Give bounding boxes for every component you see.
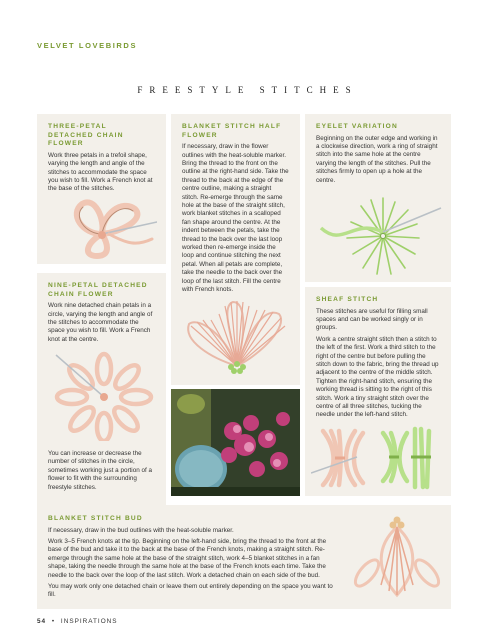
eyelet-heading: EYELET VARIATION	[316, 123, 398, 130]
panel-nine-petal	[37, 273, 166, 505]
sheaf-text-1: These stitches are useful for filling small spaces and can be worked singly or in groups.	[316, 307, 428, 332]
three-petal-text: Work three petals in a trefoil shape, varying the length and angle of the stitches to accommodate the space you wish to fill. Work a French knot at the base of the stitches.	[48, 151, 153, 193]
three-petal-heading: THREE-PETAL DETACHED CHAIN FLOWER	[48, 123, 124, 148]
half-flower-illustration	[181, 296, 293, 382]
blanket-half-text: If necessary, draw in the flower outlines with the heat-soluble marker. Bring the thread to the front on the outline at the right-hand side. Take the thread to the back at the edge of the centre outline, making a straight stitch. Re-emerge through the same hole at the base of the straight stitch, work blanket stitches in a scalloped fan shape around the centre. At the indent between the petals, take the thread to the back over the last loop worked then re-emerge inside the loop and continue stitching the next petal. When all petals are complete, take the needle to the back over the loop of the last stitch. Fill the centre with French knots.	[182, 143, 289, 294]
sheaf-text	[316, 308, 440, 420]
panel-blanket-stitch-bud	[37, 505, 451, 609]
page-title: FREESTYLE STITCHES	[137, 85, 358, 95]
panel-blanket-half-flower	[171, 114, 300, 385]
flowers-photo	[171, 389, 300, 496]
panel-eyelet-variation	[305, 114, 451, 282]
eyelet-text: Beginning on the outer edge and working in a clockwise direction, work a ring of straight stitch into the same hole at the centre varying the length of the stitches. Pull the stitches firmly to open up a hole at the centre.	[316, 134, 438, 184]
bud-text-1: If necessary, draw in the bud outlines with the heat-soluble marker.	[48, 526, 234, 534]
panel-three-petal	[37, 114, 166, 264]
bud-illustration	[347, 515, 447, 605]
magazine-kicker: VELVET LOVEBIRDS	[37, 41, 138, 50]
three-petal-illustration	[57, 194, 157, 262]
page-number: 54	[37, 618, 47, 625]
nine-petal-text: Work nine detached chain petals in a circle, varying the length and angle of the stitches to accommodate the space you wish to fill. Work a French knot at the centre.	[48, 302, 153, 343]
footer-separator: •	[51, 618, 56, 625]
eyelet-illustration	[313, 188, 445, 280]
page-footer	[37, 618, 118, 625]
footer-section: INSPIRATIONS	[60, 618, 118, 625]
nine-petal-note: You can increase or decrease the number of stitches in the circle, sometimes working just a portion of a flower to fit with the surrounding freestyle stitches.	[48, 450, 152, 491]
sheaf-heading: SHEAF STITCH	[316, 296, 379, 303]
nine-petal-heading: NINE-PETAL DETACHED CHAIN FLOWER	[48, 282, 148, 298]
sheaf-text-2: Work a centre straight stitch then a stitch to the left of the first. Work a third stitch to the right of the centre but before pulling the stitch down to the fabric, bring the thread up adjacent to the centre of the middle stitch. Tighten the right-hand stitch, ensuring the working thread is sitting to the right of this stitch. Work a tiny straight stitch over the centre of all three stitches, tucking the needle under the left-hand stitch.	[316, 335, 439, 419]
bud-text-3: You may work only one detached chain or leave them out entirely depending on the space you want to fill.	[48, 583, 333, 599]
sheaf-illustration	[311, 423, 447, 493]
bud-text	[48, 527, 338, 600]
bud-text-2: Work 3–5 French knots at the tip. Beginning on the left-hand side, bring the thread to the front at the base of the bud and take it to the back at the base of the French knots, making a straight stitch. Re-emerge through the same hole at the base of the straight stitch, work 4–5 blanket stitches in a fan shape, taking the needle through the same hole at the base of the French knots each time. Take the needle to the back over the loop of the last stitch. Work a detached chain on each side of the bud.	[48, 538, 327, 579]
nine-petal-illustration	[52, 351, 156, 441]
panel-sheaf-stitch	[305, 287, 451, 496]
bud-heading: BLANKET STITCH BUD	[48, 515, 143, 522]
blanket-half-heading: BLANKET STITCH HALF FLOWER	[182, 123, 282, 139]
